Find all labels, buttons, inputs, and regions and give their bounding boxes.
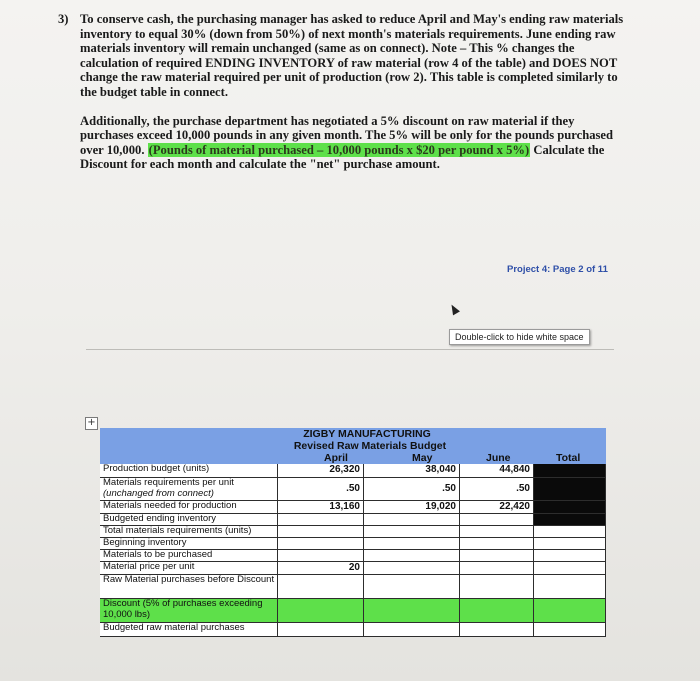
cell-april[interactable]: .50: [278, 478, 364, 500]
cell-april[interactable]: 20: [278, 562, 364, 574]
row-label: Raw Material purchases before Discount: [100, 575, 278, 598]
cell-total[interactable]: [534, 526, 606, 537]
row-label-main: Materials requirements per unit: [103, 478, 234, 488]
row-label: Total materials requirements (units): [100, 526, 278, 537]
paragraph-2-start: Additionally, the purchase department has negotiated a 5% discount on raw material if they purchases exceed 10,000 pounds in any given month. The 5% will be only for the pounds purchased over 10,000.: [80, 113, 614, 157]
cell-june[interactable]: [460, 575, 534, 598]
row-label: Beginning inventory: [100, 538, 278, 549]
row-label: Discount (5% of purchases exceeding 10,000 lbs): [100, 599, 278, 622]
cell-june[interactable]: [460, 623, 534, 636]
cell-may[interactable]: [364, 550, 460, 561]
cell-may[interactable]: [364, 623, 460, 636]
table-row: [100, 501, 606, 514]
cell-april[interactable]: 13,160: [278, 501, 364, 513]
table-row: [100, 575, 606, 599]
cell-may[interactable]: 19,020: [364, 501, 460, 513]
cell-may[interactable]: [364, 526, 460, 537]
cell-april[interactable]: 26,320: [278, 464, 364, 477]
cell-may[interactable]: [364, 599, 460, 622]
row-label: Budgeted ending inventory: [100, 514, 278, 525]
table-row: [100, 526, 606, 538]
question-number: 3): [58, 12, 69, 26]
row-label: Materials to be purchased: [100, 550, 278, 561]
table-row: [100, 538, 606, 550]
cell-june[interactable]: [460, 562, 534, 574]
raw-materials-budget-table[interactable]: [100, 428, 606, 637]
cell-may[interactable]: [364, 575, 460, 598]
col-header-april: April: [324, 452, 348, 464]
cell-june[interactable]: [460, 538, 534, 549]
row-label: Budgeted raw material purchases: [100, 623, 278, 636]
cell-june[interactable]: [460, 550, 534, 561]
cell-june[interactable]: [460, 599, 534, 622]
cell-june[interactable]: [460, 514, 534, 525]
cell-total[interactable]: [534, 550, 606, 561]
cell-total: [534, 464, 606, 477]
table-row: [100, 562, 606, 575]
table-row: [100, 478, 606, 501]
cell-april[interactable]: [278, 575, 364, 598]
company-name: ZIGBY MANUFACTURING: [303, 428, 431, 440]
project-page-label: Project 4: Page 2 of 11: [507, 264, 608, 275]
cell-total[interactable]: [534, 599, 606, 622]
plus-move-icon[interactable]: +: [85, 417, 98, 430]
cell-may[interactable]: [364, 562, 460, 574]
question-paragraph-2: [80, 114, 628, 172]
cell-april[interactable]: [278, 599, 364, 622]
cell-april[interactable]: [278, 526, 364, 537]
col-header-may: May: [412, 452, 433, 464]
discount-formula-highlight: (Pounds of material purchased – 10,000 pounds x $20 per pound x 5%): [148, 142, 530, 157]
cell-june[interactable]: 22,420: [460, 501, 534, 513]
table-row: [100, 514, 606, 526]
row-label: Materials needed for production: [100, 501, 278, 513]
cell-total[interactable]: [534, 575, 606, 598]
table-body: [100, 464, 606, 637]
cell-june[interactable]: 44,840: [460, 464, 534, 477]
cell-total[interactable]: [534, 623, 606, 636]
col-header-june: June: [486, 452, 511, 464]
table-row-discount: [100, 599, 606, 623]
cell-april[interactable]: [278, 623, 364, 636]
paragraph-2-end: Calculate the Discount for each month and calculate the "net" purchase amount.: [80, 142, 605, 172]
question-3: [58, 12, 628, 172]
table-header: [100, 428, 606, 464]
cell-april[interactable]: [278, 550, 364, 561]
table-row: [100, 623, 606, 637]
row-label: Production budget (units): [100, 464, 278, 477]
table-row: [100, 550, 606, 562]
cell-total: [534, 478, 606, 500]
row-label: [100, 478, 278, 500]
cell-may[interactable]: .50: [364, 478, 460, 500]
mouse-cursor-icon: [448, 303, 460, 316]
cell-june[interactable]: .50: [460, 478, 534, 500]
table-title: Revised Raw Materials Budget: [293, 440, 447, 452]
col-header-total: Total: [556, 452, 581, 464]
page-break-line: [86, 349, 614, 350]
cell-april[interactable]: [278, 538, 364, 549]
cell-may[interactable]: [364, 538, 460, 549]
row-label: Material price per unit: [100, 562, 278, 574]
cell-june[interactable]: [460, 526, 534, 537]
cell-total[interactable]: [534, 562, 606, 574]
cell-may[interactable]: [364, 514, 460, 525]
cell-may[interactable]: 38,040: [364, 464, 460, 477]
cell-total: [534, 514, 606, 525]
cell-total: [534, 501, 606, 513]
cell-total[interactable]: [534, 538, 606, 549]
question-paragraph-1: To conserve cash, the purchasing manager has asked to reduce April and May's ending raw materials inventory to equal 30% (down from 50%) of next month's materials requirements. June ending raw materials inventory will remain unchanged (same as on connect). Note – This % changes the calculation of required ENDING INVENTORY of raw material (row 4 of the table) and DOES NOT change the raw material required per unit of production (row 2). This table is completed similarly to the budget table in connect.: [80, 12, 624, 99]
hide-white-space-tooltip[interactable]: Double-click to hide white space: [449, 329, 590, 345]
cell-april[interactable]: [278, 514, 364, 525]
row-sublabel: (unchanged from connect): [103, 487, 214, 499]
table-row: [100, 464, 606, 478]
